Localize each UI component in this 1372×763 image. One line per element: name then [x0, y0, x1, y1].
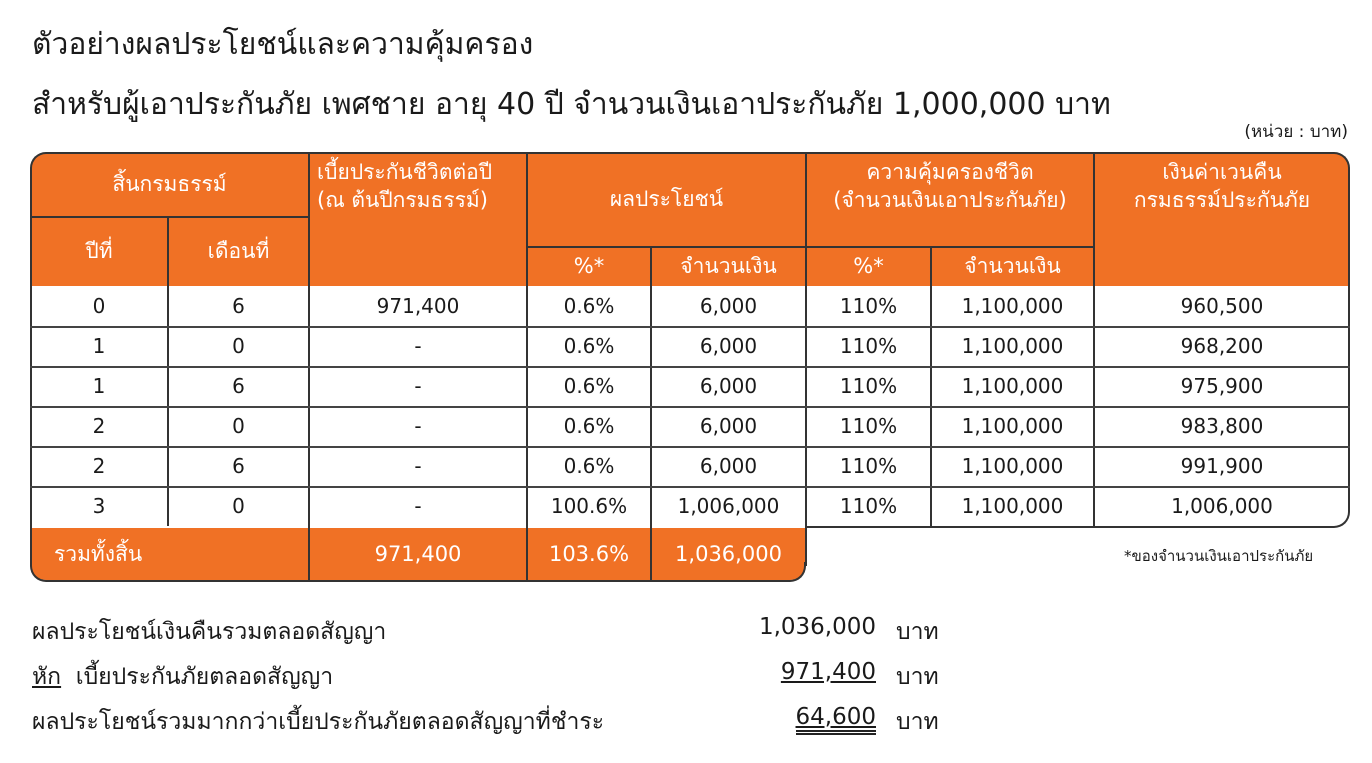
table-divider — [805, 154, 807, 566]
table-cell-surrender: 991,900 — [1094, 446, 1350, 486]
table-cell-benefit-pct: 0.6% — [527, 406, 651, 446]
summary-prefix-deduct: หัก — [32, 664, 62, 690]
summary-value — [716, 704, 876, 730]
summary-value-text: 64,600 — [796, 704, 876, 735]
table-cell-premium: - — [309, 406, 527, 446]
summary-label: ผลประโยชน์รวมมากกว่าเบี้ยประกันภัยตลอดสัญญาที่ชำระ — [32, 709, 605, 735]
total-benefit-pct: 103.6% — [548, 542, 630, 566]
table-cell-coverage-pct: 110% — [806, 366, 931, 406]
table-cell-premium: 971,400 — [309, 286, 527, 326]
table-cell-surrender: 968,200 — [1094, 326, 1350, 366]
footnote: *ของจำนวนเงินเอาประกันภัย — [1124, 547, 1314, 565]
header-coverage-line2: (จำนวนเงินเอาประกันภัย) — [833, 188, 1067, 212]
header-premium-line2: (ณ ต้นปีกรมธรรม์) — [317, 188, 488, 212]
table-cell-benefit-amount: 6,000 — [651, 406, 806, 446]
table-divider — [30, 326, 1350, 328]
header-surrender-line1: เงินค่าเวนคืน — [1162, 160, 1282, 184]
table-cell-surrender: 975,900 — [1094, 366, 1350, 406]
table-cell-premium: - — [309, 366, 527, 406]
total-benefit-amount: 1,036,000 — [675, 542, 782, 566]
header-period: สิ้นกรมธรรม์ — [112, 172, 227, 196]
total-label: รวมทั้งสิ้น — [54, 541, 143, 566]
table-cell-premium: - — [309, 326, 527, 366]
table-cell-coverage-amount: 1,100,000 — [931, 446, 1094, 486]
table-divider — [30, 286, 32, 566]
table-cell-benefit-pct: 0.6% — [527, 366, 651, 406]
header-month: เดือนที่ — [207, 239, 270, 263]
table-cell-coverage-amount: 1,100,000 — [931, 286, 1094, 326]
summary-value-text: 971,400 — [780, 659, 876, 685]
table-cell-year: 0 — [30, 286, 168, 326]
header-coverage-amount: จำนวนเงิน — [964, 254, 1061, 278]
table-cell-year: 2 — [30, 406, 168, 446]
table-divider — [30, 446, 1350, 448]
summary-line-total-benefit — [32, 614, 386, 650]
table-cell-year: 1 — [30, 326, 168, 366]
table-cell-coverage-amount: 1,100,000 — [931, 326, 1094, 366]
header-premium-line1: เบี้ยประกันชีวิตต่อปี — [317, 160, 493, 184]
table-cell-coverage-amount: 1,100,000 — [931, 366, 1094, 406]
table-cell-month: 0 — [168, 326, 309, 366]
table-cell-surrender: 1,006,000 — [1094, 486, 1350, 526]
summary-label: เบี้ยประกันภัยตลอดสัญญา — [75, 664, 334, 690]
table-cell-benefit-pct: 0.6% — [527, 286, 651, 326]
header-coverage-line1: ความคุ้มครองชีวิต — [866, 160, 1034, 184]
table-cell-surrender: 983,800 — [1094, 406, 1350, 446]
table-divider — [167, 216, 169, 526]
summary-unit: บาท — [896, 619, 939, 645]
header-benefit: ผลประโยชน์ — [609, 187, 724, 211]
header-year: ปีที่ — [85, 239, 113, 263]
page-subtitle: สำหรับผู้เอาประกันภัย เพศชาย อายุ 40 ปี จำนวนเงินเอาประกันภัย 1,000,000 บาท — [32, 87, 1111, 122]
table-cell-benefit-amount: 6,000 — [651, 366, 806, 406]
header-surrender-line2: กรมธรรม์ประกันภัย — [1133, 188, 1311, 212]
table-cell-premium: - — [309, 486, 527, 526]
table-divider — [527, 246, 1094, 248]
table-cell-year: 2 — [30, 446, 168, 486]
table-cell-month: 6 — [168, 366, 309, 406]
table-border — [30, 562, 806, 582]
table-cell-benefit-amount: 6,000 — [651, 326, 806, 366]
table-cell-month: 6 — [168, 446, 309, 486]
summary-label: ผลประโยชน์เงินคืนรวมตลอดสัญญา — [32, 619, 387, 645]
table-cell-coverage-pct: 110% — [806, 486, 931, 526]
table-cell-coverage-pct: 110% — [806, 286, 931, 326]
table-cell-benefit-pct: 100.6% — [527, 486, 651, 526]
header-benefit-amount: จำนวนเงิน — [680, 254, 777, 278]
table-cell-coverage-amount: 1,100,000 — [931, 406, 1094, 446]
table-divider — [1348, 286, 1350, 512]
table-cell-year: 1 — [30, 366, 168, 406]
table-cell-premium: - — [309, 446, 527, 486]
table-divider — [30, 216, 309, 218]
table-cell-coverage-pct: 110% — [806, 406, 931, 446]
total-premium: 971,400 — [374, 542, 462, 566]
header-coverage — [806, 158, 1094, 240]
table-cell-coverage-amount: 1,100,000 — [931, 486, 1094, 526]
table-cell-benefit-amount: 6,000 — [651, 446, 806, 486]
table-divider — [30, 366, 1350, 368]
table-cell-coverage-pct: 110% — [806, 326, 931, 366]
table-cell-benefit-amount: 6,000 — [651, 286, 806, 326]
unit-note: (หน่วย : บาท) — [1244, 122, 1348, 142]
header-premium — [309, 158, 527, 228]
header-surrender — [1094, 158, 1350, 228]
summary-line-premium — [32, 659, 333, 695]
table-cell-surrender: 960,500 — [1094, 286, 1350, 326]
table-cell-coverage-pct: 110% — [806, 446, 931, 486]
table-cell-benefit-amount: 1,006,000 — [651, 486, 806, 526]
header-benefit-pct: %* — [573, 254, 605, 278]
table-divider — [1093, 154, 1095, 526]
page-title: ตัวอย่างผลประโยชน์และความคุ้มครอง — [32, 27, 534, 62]
table-cell-month: 0 — [168, 406, 309, 446]
table-border — [806, 510, 1350, 528]
table-divider — [30, 486, 1350, 488]
summary-line-net-benefit — [32, 704, 604, 740]
summary-unit: บาท — [896, 709, 939, 735]
table-cell-month: 0 — [168, 486, 309, 526]
summary-unit: บาท — [896, 664, 939, 690]
table-cell-year: 3 — [30, 486, 168, 526]
header-coverage-pct: %* — [853, 254, 884, 278]
table-cell-benefit-pct: 0.6% — [527, 326, 651, 366]
table-cell-month: 6 — [168, 286, 309, 326]
summary-value: 1,036,000 — [758, 614, 876, 640]
table-cell-benefit-pct: 0.6% — [527, 446, 651, 486]
table-divider — [650, 246, 652, 580]
table-divider — [930, 246, 932, 526]
summary-value — [716, 659, 876, 685]
table-divider — [30, 406, 1350, 408]
